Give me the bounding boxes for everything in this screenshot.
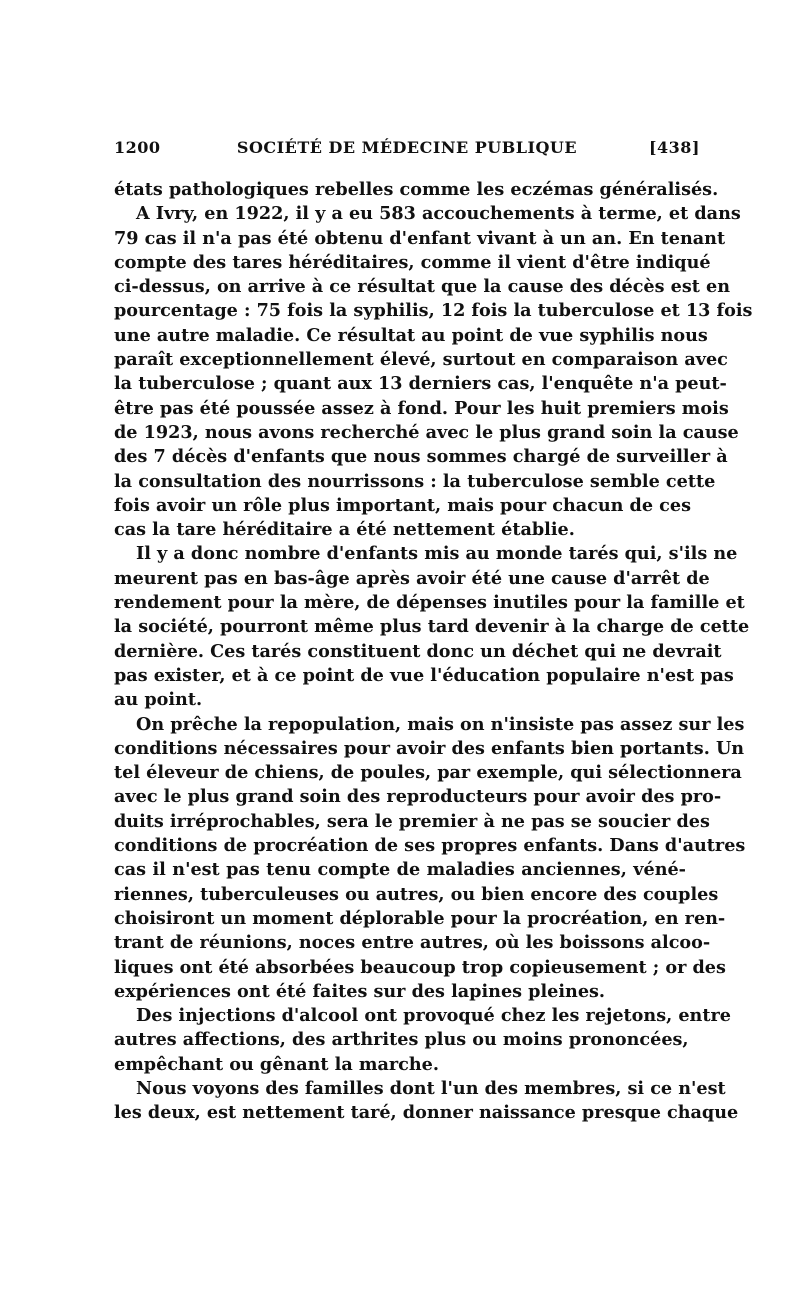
text-line: cas il n'est pas tenu compte de maladies anciennes, véné- — [114, 859, 686, 881]
text-line: Il y a donc nombre d'enfants mis au monde tarés qui, s'ils ne — [136, 543, 738, 565]
text-line: dernière. Ces tarés constituent donc un déchet qui ne devrait — [114, 640, 722, 662]
text-line: conditions nécessaires pour avoir des enfants bien portants. Un — [114, 737, 745, 759]
paragraph — [114, 713, 746, 1005]
text-line: autres affections, des arthrites plus ou moins prononcées, — [114, 1029, 689, 1051]
text-line: fois avoir un rôle plus important, mais pour chacun de ces — [114, 494, 691, 516]
paragraph — [114, 1077, 739, 1126]
text-line: choisiront un moment déplorable pour la procréation, en ren- — [114, 907, 726, 929]
text-line: la consultation des nourrissons : la tuberculose semble cette — [114, 470, 716, 492]
text-line: Nous voyons des familles dont l'un des membres, si ce n'est — [136, 1077, 726, 1099]
paragraph — [114, 178, 719, 202]
text-line: tel éleveur de chiens, de poules, par exemple, qui sélectionnera — [114, 762, 742, 784]
running-head — [114, 138, 700, 164]
paragraph — [114, 542, 750, 712]
text-line: avec le plus grand soin des reproducteurs pour avoir des pro- — [114, 786, 722, 808]
text-line: rendement pour la mère, de dépenses inutiles pour la famille et — [114, 592, 745, 614]
body-text — [114, 178, 753, 1126]
text-line: au point. — [114, 689, 203, 711]
text-line: pourcentage : 75 fois la syphilis, 12 fois la tuberculose et 13 fois — [114, 300, 753, 322]
text-line: ci-dessus, on arrive à ce résultat que la cause des décès est en — [114, 276, 730, 298]
text-line: empêchant ou gênant la marche. — [114, 1053, 439, 1075]
text-line: être pas été poussée assez à fond. Pour les huit premiers mois — [114, 397, 729, 419]
text-line: riennes, tuberculeuses ou autres, ou bien encore des couples — [114, 883, 719, 905]
text-line: paraît exceptionnellement élevé, surtout en comparaison avec — [114, 349, 728, 371]
text-line: trant de réunions, noces entre autres, où les boissons alcoo- — [114, 932, 711, 954]
text-line: duits irréprochables, sera le premier à ne pas se soucier des — [114, 810, 710, 832]
paragraph — [114, 1004, 731, 1077]
text-line: On prêche la repopulation, mais on n'insiste pas assez sur les — [136, 713, 745, 735]
text-line: une autre maladie. Ce résultat au point de vue syphilis nous — [114, 324, 708, 346]
text-line: conditions de procréation de ses propres enfants. Dans d'autres — [114, 835, 746, 857]
paragraph — [114, 202, 753, 542]
text-line: pas exister, et à ce point de vue l'éducation populaire n'est pas — [114, 664, 734, 686]
text-line: la tuberculose ; quant aux 13 derniers cas, l'enquête n'a peut- — [114, 373, 727, 395]
page-number: 1200 — [114, 138, 161, 157]
text-line: meurent pas en bas-âge après avoir été une cause d'arrêt de — [114, 567, 710, 589]
text-line: les deux, est nettement taré, donner naissance presque chaque — [114, 1102, 739, 1124]
text-line: A Ivry, en 1922, il y a eu 583 accouchements à terme, et dans — [136, 203, 741, 225]
text-line: compte des tares héréditaires, comme il vient d'être indiqué — [114, 251, 711, 273]
text-line: de 1923, nous avons recherché avec le plus grand soin la cause — [114, 421, 739, 443]
text-line: la société, pourront même plus tard devenir à la charge de cette — [114, 616, 750, 638]
text-line: des 7 décès d'enfants que nous sommes chargé de surveiller à — [114, 446, 728, 468]
text-line: états pathologiques rebelles comme les eczémas généralisés. — [114, 179, 719, 200]
text-line: cas la tare héréditaire a été nettement établie. — [114, 519, 575, 541]
running-title: SOCIÉTÉ DE MÉDECINE PUBLIQUE — [236, 138, 578, 157]
page-reference: [438] — [648, 138, 700, 157]
text-line: Des injections d'alcool ont provoqué chez les rejetons, entre — [136, 1005, 731, 1027]
text-line: 79 cas il n'a pas été obtenu d'enfant vivant à un an. En tenant — [114, 227, 726, 249]
text-line: liques ont été absorbées beaucoup trop copieusement ; or des — [114, 956, 726, 978]
text-line: expériences ont été faites sur des lapines pleines. — [114, 980, 606, 1002]
